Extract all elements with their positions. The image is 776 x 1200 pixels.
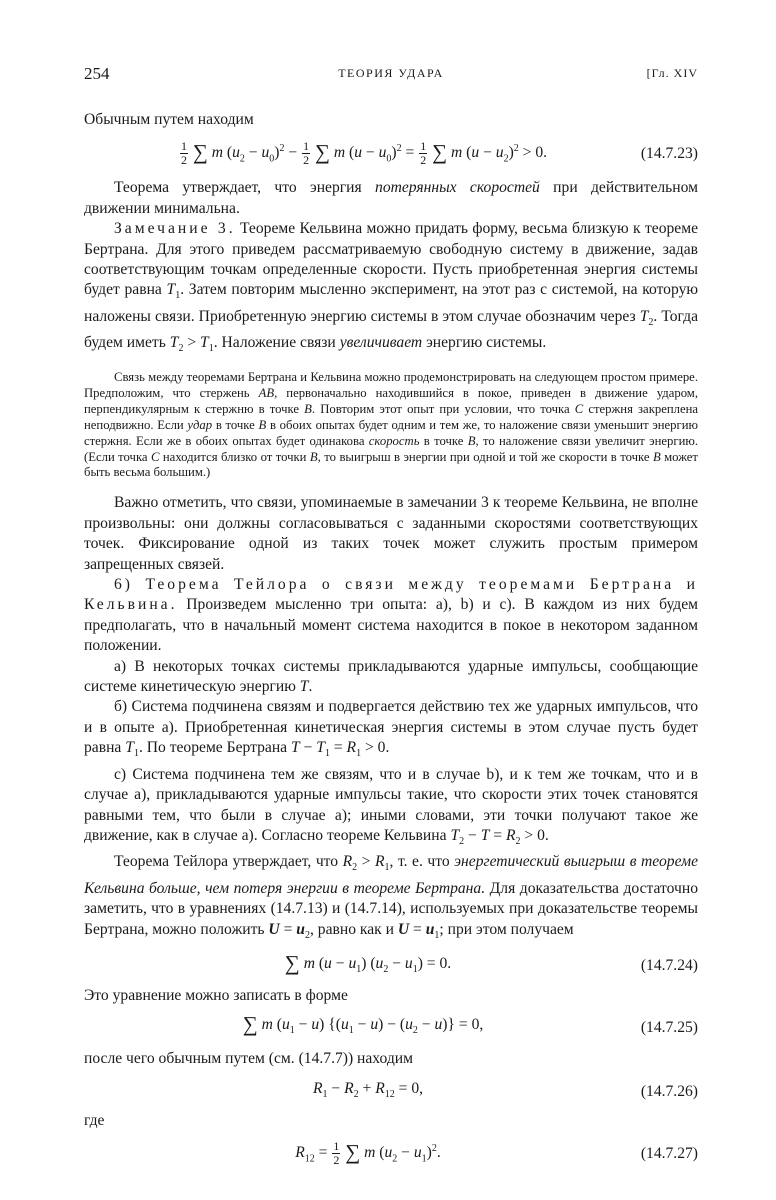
equation-14-7-24 <box>84 952 698 980</box>
line-after: после чего обычным путем (см. (14.7.7)) находим <box>84 1049 414 1067</box>
small-print-note: Связь между теоремами Бертрана и Кельвина можно продемонстрировать на следующем простом примере. Предположим, что стержень AB, первоначально находившийся в покое, приведен в движение ударом, перпендикулярным к стержню в точке B. Повторим этот опыт при условии, что точка C стержня закреплена неподвижно. Если удар в точке B в обоих опытах будет одним и тем же, то наложение связи уменьшит энергию стержня. Если же в обоих опытах будет одинакова скорость в точке B, то наложение связи увеличит энергию. (Если точка C находится близко от точки B, то выигрыш в энергии при одной и той же скорости в точке B может быть весьма большим.) <box>84 369 699 480</box>
running-title: ТЕОРИЯ УДАРА <box>338 66 444 80</box>
case-b: б) Система подчинена связям и подвергается действию тех же ударных импульсов, что и в опыте a). Приобретенная кинетическая энергия системы в этом случае пусть будет равна $T_1$. По теореме Бертрана $T - T_1 = R_1 > 0$. <box>84 698 698 760</box>
equation-number: (14.7.25) <box>640 1018 698 1036</box>
line-where: где <box>84 1112 105 1130</box>
equation-14-7-26 <box>84 1077 698 1107</box>
equation-number: (14.7.24) <box>640 957 698 975</box>
page-body <box>84 110 698 1178</box>
equation-14-7-27 <box>84 1136 698 1174</box>
equation-formula: ∑ m $(u_1 - u) \{(u_1 - u) - (u_2 - u)\} = 0$, <box>242 1011 484 1037</box>
line-form: Это уравнение можно записать в форме <box>84 987 348 1005</box>
paragraph-theorem: Теорема утверждает, что энергия потерянных скоростей при действительном движении минимальна. <box>84 179 698 217</box>
equation-14-7-25 <box>84 1013 698 1043</box>
page-header <box>84 64 698 90</box>
page-number: 254 <box>84 64 110 83</box>
remark-label: Замечание 3. <box>114 220 236 238</box>
equation-number: (14.7.27) <box>640 1145 698 1163</box>
paragraph-taylor-proof: Теорема Тейлора утверждает, что $R_2 > R_1$, т. е. что энергетический выигрыш в теореме Кельвина больше, чем потеря энергии в теореме Бертрана. Для доказательства достаточно заметить, что в уравнениях (14.7.13) и (14.7.14), используемых при доказательстве теоремы Бертрана, можно положить $U = u_2$, равно как и $U = u_1$; при этом получаем <box>84 853 699 941</box>
taylor-heading: 6) Теорема Тейлора о связи между теоремами Бертрана и Кельвина. <box>84 575 698 614</box>
equation-number: (14.7.26) <box>640 1082 698 1100</box>
equation-formula: $R_{12}$ = $\frac{1}{2}$ ∑ m $(u_2 - u_1)^2$. <box>295 1139 441 1168</box>
taylor-theorem: 6) Теорема Тейлора о связи между теоремами Бертрана и Кельвина. Произведем мысленно три опыта: a), b) и c). В каждом из них будем предполагать, что в начальный момент система находится в покое в некотором заданном положении. <box>84 575 698 655</box>
equation-formula: $R_1 - R_2 + R_{12} = 0$, <box>312 1079 424 1100</box>
equation-number: (14.7.23) <box>640 145 698 163</box>
intro-line: Обычным путем находим <box>84 111 254 128</box>
equation-formula: ∑ m $(u - u_1)$ $(u_2 - u_1) = 0$. <box>284 950 452 975</box>
paragraph-constraints: Важно отметить, что связи, упоминаемые в замечании 3 к теореме Кельвина, не вполне произвольны: они должны согласовываться с заданными скоростями соответствующих точек. Фиксирование одной из таких точек может служить простым примером запрещенных связей. <box>84 494 698 573</box>
case-c: c) Система подчинена тем же связям, что и в случае b), и к тем же точкам, что и в случае a), прикладываются ударные импульсы такие, что скорости этих точек становятся равными тем, что были в случае a); иными словами, эти точки получают такое же движение, как в случае a). Согласно теореме Кельвина $T_2 - T = R_2 > 0$. <box>84 765 698 848</box>
remark-3: Замечание 3. Теореме Кельвина можно придать форму, весьма близкую к теореме Бертрана. Для этого приведем рассматриваемую свободную систему в движение, задав соответствующим точкам определенные скорости. Пусть приобретенная энергия системы будет равна $T_1$. Затем повторим мысленно эксперимент, на этот раз с системой, на которую наложены связи. Приобретенную энергию системы в этом случае обозначим через $T_2$. Тогда будем иметь $T_2 > T_1$. Наложение связи увеличивает энергию системы. <box>84 220 699 355</box>
equation-formula: $\frac{1}{2}$ ∑ m $(u_2 - u_0)^2$ − $\frac{1}{2}$ ∑ m $(u - u_0)^2$ = $\frac{1}{2}$ ∑ m $(u - u_2)^2 > 0$. <box>180 139 548 168</box>
chapter-label: [Гл. XIV <box>646 66 698 80</box>
case-a: a) В некоторых точках системы прикладываются ударные импульсы, сообщающие системе кинетическую энергию T. <box>84 657 698 695</box>
equation-14-7-23 <box>84 134 698 174</box>
